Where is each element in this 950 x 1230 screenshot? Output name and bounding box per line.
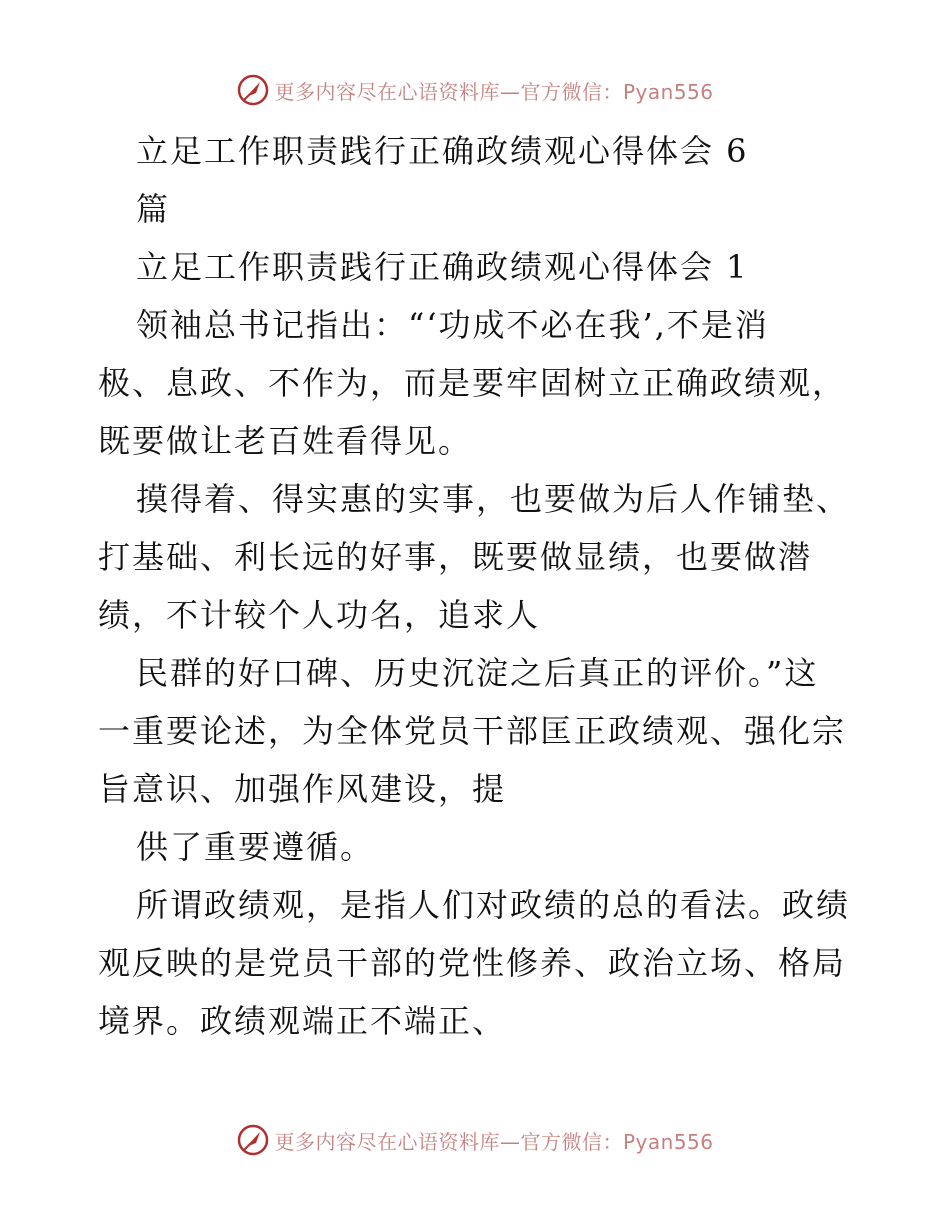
watermark-wechat-label: 官方微信：	[520, 1129, 623, 1154]
paragraph-line: 打基础、利长远的好事，既要做显绩，也要做潜	[98, 538, 813, 576]
quill-logo-icon	[236, 1123, 270, 1157]
watermark-wechat-id: Pyan556	[622, 79, 714, 104]
header-watermark	[0, 70, 950, 110]
quill-logo-icon	[236, 73, 270, 107]
paragraph-line: 供了重要遵循。	[136, 828, 375, 866]
paragraph-line: 极、息政、不作为，而是要牢固树立正确政绩观，	[98, 364, 847, 402]
paragraph-line: 境界。政绩观端正不端正、	[98, 1002, 507, 1040]
watermark-text	[274, 76, 713, 105]
watermark-dash: —	[499, 1129, 521, 1154]
doc-title-line-2: 篇	[136, 190, 171, 228]
paragraph-line: 民群的好口碑、历史沉淀之后真正的评价。”这	[136, 654, 819, 692]
paragraph-line: 一重要论述，为全体党员干部匡正政绩观、强化宗	[98, 712, 847, 750]
section-heading: 立足工作职责践行正确政绩观心得体会 1	[136, 248, 749, 286]
watermark-wechat-id: Pyan556	[622, 1129, 714, 1154]
watermark-main: 更多内容尽在心语资料库	[274, 1129, 500, 1154]
watermark-dash: —	[499, 79, 521, 104]
footer-watermark	[0, 1120, 950, 1160]
paragraph-line: 所谓政绩观，是指人们对政绩的总的看法。政绩	[136, 886, 851, 924]
paragraph-line: 绩，不计较个人功名，追求人	[98, 596, 541, 634]
paragraph-line: 既要做让老百姓看得见。	[98, 422, 473, 460]
watermark-wechat-label: 官方微信：	[520, 79, 623, 104]
paragraph-line: 观反映的是党员干部的党性修养、政治立场、格局	[98, 944, 847, 982]
watermark-text	[274, 1126, 713, 1155]
paragraph-line: 领袖总书记指出：“‘功成不必在我’,不是消	[136, 306, 769, 344]
paragraph-line: 摸得着、得实惠的实事，也要做为后人作铺垫、	[136, 480, 851, 518]
doc-title-line-1: 立足工作职责践行正确政绩观心得体会 6	[136, 132, 749, 170]
paragraph-line: 旨意识、加强作风建设，提	[98, 770, 507, 808]
watermark-main: 更多内容尽在心语资料库	[274, 79, 500, 104]
document-body	[98, 122, 858, 1050]
